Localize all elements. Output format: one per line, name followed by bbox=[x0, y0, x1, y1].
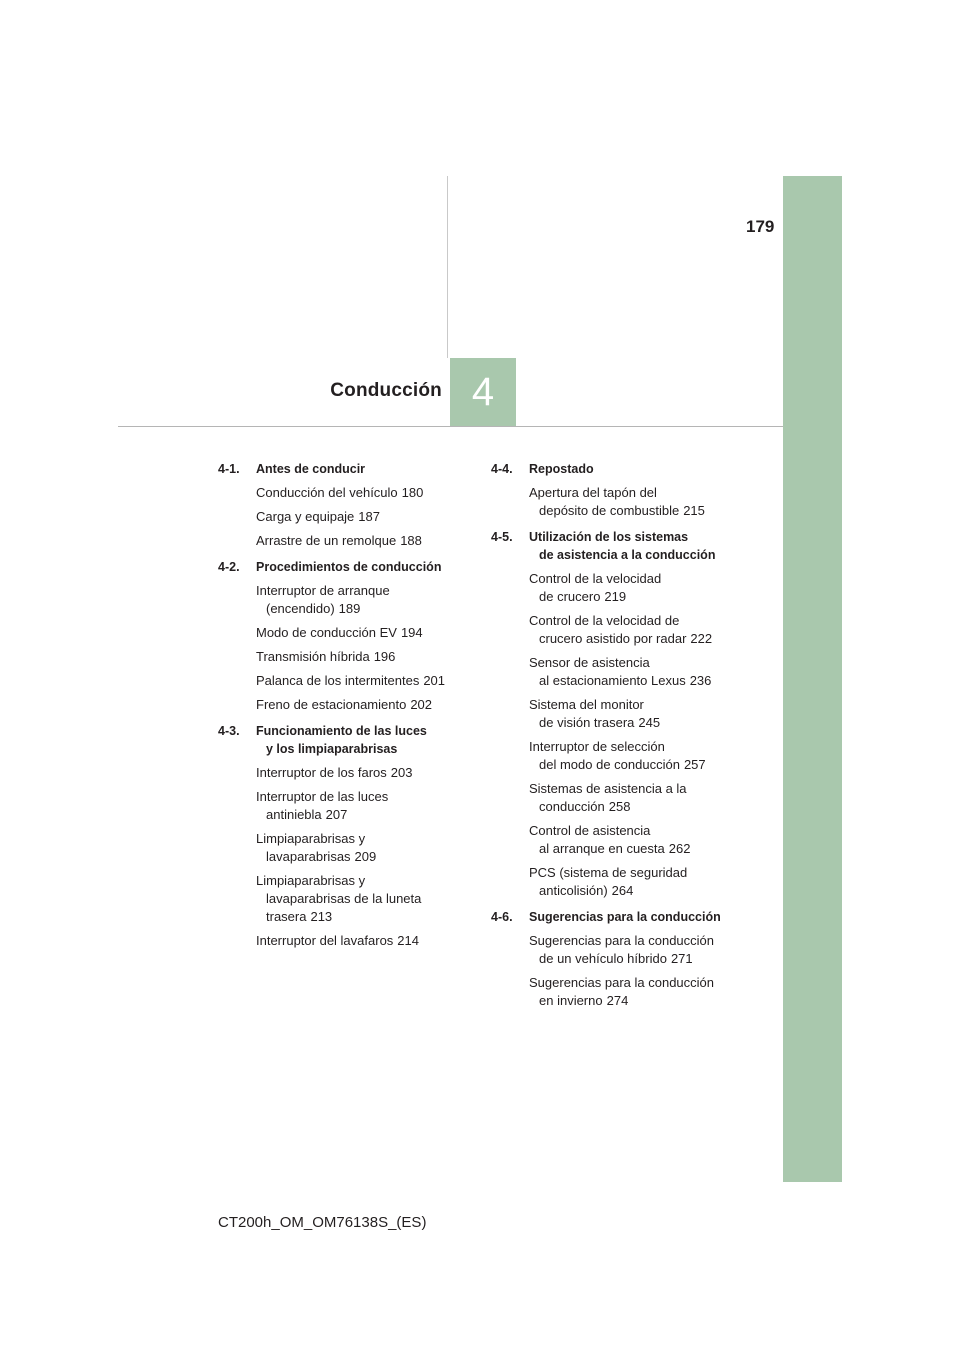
toc-entry[interactable] bbox=[256, 696, 468, 714]
entry-text: Apertura del tapón del bbox=[529, 485, 657, 500]
toc-entry[interactable] bbox=[529, 974, 741, 1010]
section-number: 4-4. bbox=[491, 462, 513, 476]
toc-entry[interactable] bbox=[256, 484, 468, 502]
toc-entry[interactable] bbox=[256, 582, 468, 618]
toc-entry-line bbox=[529, 882, 741, 900]
toc-entry-line bbox=[256, 764, 468, 782]
entry-text: Control de la velocidad de bbox=[529, 613, 680, 628]
section-heading bbox=[218, 558, 468, 576]
entry-text: lavaparabrisas bbox=[266, 849, 351, 864]
entry-page-number: 194 bbox=[400, 625, 423, 640]
toc-entry[interactable] bbox=[529, 738, 741, 774]
entry-text: Carga y equipaje bbox=[256, 509, 355, 524]
entry-text: Arrastre de un remolque bbox=[256, 533, 397, 548]
section-title-line: Funcionamiento de las luces bbox=[256, 724, 427, 738]
toc-entry-line bbox=[529, 756, 741, 774]
section-title-line: Procedimientos de conducción bbox=[256, 560, 442, 574]
entry-text: PCS (sistema de seguridad bbox=[529, 865, 688, 880]
toc-entry-line bbox=[256, 932, 468, 950]
entry-page-number: 215 bbox=[683, 503, 705, 518]
chapter-number: 4 bbox=[471, 369, 495, 414]
entry-page-number: 202 bbox=[410, 697, 433, 712]
entry-text: Sistemas de asistencia a la bbox=[529, 781, 687, 796]
entry-page-number: 196 bbox=[373, 649, 396, 664]
entry-page-number: 207 bbox=[325, 807, 348, 822]
entry-text: al estacionamiento Lexus bbox=[539, 673, 686, 688]
entry-page-number: 257 bbox=[683, 757, 706, 772]
entry-page-number: 188 bbox=[400, 533, 422, 548]
toc-entry[interactable] bbox=[529, 780, 741, 816]
toc-entry-line bbox=[256, 648, 468, 666]
toc-section bbox=[491, 908, 741, 1010]
entry-text: depósito de combustible bbox=[539, 503, 680, 518]
entry-page-number: 222 bbox=[690, 631, 713, 646]
entry-text: antiniebla bbox=[266, 807, 322, 822]
entry-page-number: 187 bbox=[358, 509, 380, 524]
toc-entry-line bbox=[256, 908, 468, 926]
toc-entry-line bbox=[529, 840, 741, 858]
entry-page-number: 258 bbox=[608, 799, 631, 814]
entry-page-number: 214 bbox=[397, 933, 419, 948]
toc-entry-line bbox=[529, 630, 741, 648]
toc-entry-line bbox=[529, 588, 741, 606]
toc-entry[interactable] bbox=[529, 696, 741, 732]
entry-text: crucero asistido por radar bbox=[539, 631, 687, 646]
entry-text: Modo de conducción EV bbox=[256, 625, 397, 640]
entry-page-number: 219 bbox=[604, 589, 627, 604]
toc-entry-line bbox=[529, 798, 741, 816]
section-heading bbox=[218, 460, 468, 478]
entry-text: Sensor de asistencia bbox=[529, 655, 650, 670]
entry-page-number: 245 bbox=[638, 715, 661, 730]
chapter-side-tab bbox=[783, 176, 842, 1182]
entry-text: en invierno bbox=[539, 993, 603, 1008]
toc-entry-line bbox=[256, 672, 468, 690]
entry-text: conducción bbox=[539, 799, 605, 814]
toc-entry-line bbox=[529, 672, 741, 690]
entry-text: anticolisión) bbox=[539, 883, 608, 898]
entry-text: (encendido) bbox=[266, 601, 335, 616]
entry-text: Sistema del monitor bbox=[529, 697, 644, 712]
toc-entry[interactable] bbox=[529, 654, 741, 690]
section-number: 4-3. bbox=[218, 724, 240, 738]
section-number: 4-1. bbox=[218, 462, 240, 476]
toc-section bbox=[218, 558, 468, 714]
entry-text: de un vehículo híbrido bbox=[539, 951, 667, 966]
toc-entry-line bbox=[256, 806, 468, 824]
entry-text: Conducción del vehículo bbox=[256, 485, 398, 500]
entry-text: de visión trasera bbox=[539, 715, 635, 730]
toc-entry[interactable] bbox=[256, 532, 468, 550]
toc-entry-line bbox=[256, 484, 468, 502]
toc-entry-line bbox=[256, 848, 468, 866]
toc-column-right bbox=[491, 460, 741, 1018]
section-heading bbox=[491, 460, 741, 478]
section-title-line: y los limpiaparabrisas bbox=[266, 742, 398, 756]
entry-page-number: 213 bbox=[310, 909, 333, 924]
entry-text: Sugerencias para la conducción bbox=[529, 975, 715, 990]
entry-page-number: 209 bbox=[354, 849, 377, 864]
section-title-line: Utilización de los sistemas bbox=[529, 530, 689, 544]
section-heading bbox=[491, 528, 741, 564]
toc-entry[interactable] bbox=[256, 672, 468, 690]
toc-entry[interactable] bbox=[529, 612, 741, 648]
entry-text: Palanca de los intermitentes bbox=[256, 673, 420, 688]
toc-entry[interactable] bbox=[256, 508, 468, 526]
toc-column-left bbox=[218, 460, 468, 958]
entry-text: de crucero bbox=[539, 589, 601, 604]
toc-entry-line bbox=[256, 532, 468, 550]
toc-entry[interactable] bbox=[529, 932, 741, 968]
toc-section bbox=[491, 528, 741, 900]
entry-page-number: 189 bbox=[338, 601, 361, 616]
entry-page-number: 264 bbox=[611, 883, 634, 898]
entry-text: al arranque en cuesta bbox=[539, 841, 665, 856]
document-code-footer: CT200h_OM_OM76138S_(ES) bbox=[218, 1214, 427, 1231]
toc-entry[interactable] bbox=[256, 788, 468, 824]
page-number: 179 bbox=[746, 217, 775, 236]
entry-text: Interruptor del lavafaros bbox=[256, 933, 394, 948]
chapter-number-box bbox=[450, 358, 516, 426]
section-heading bbox=[491, 908, 741, 926]
entry-page-number: 236 bbox=[689, 673, 712, 688]
section-title-line: Sugerencias para la conducción bbox=[529, 910, 721, 924]
entry-text: Transmisión híbrida bbox=[256, 649, 370, 664]
entry-text: Interruptor de los faros bbox=[256, 765, 387, 780]
header-horizontal-rule bbox=[118, 426, 783, 427]
toc-entry-line bbox=[529, 992, 741, 1010]
toc-entry-line bbox=[529, 714, 741, 732]
toc-entry-line bbox=[256, 696, 468, 714]
toc-section bbox=[218, 722, 468, 950]
toc-entry[interactable] bbox=[256, 932, 468, 950]
toc-entry[interactable] bbox=[529, 484, 741, 520]
chapter-title: Conducción bbox=[330, 380, 442, 401]
entry-page-number: 262 bbox=[668, 841, 691, 856]
entry-page-number: 274 bbox=[606, 993, 629, 1008]
toc-entry-line bbox=[256, 624, 468, 642]
toc-entry[interactable] bbox=[529, 822, 741, 858]
toc-entry-line bbox=[529, 950, 741, 968]
toc-entry-line bbox=[529, 502, 741, 520]
toc-section bbox=[491, 460, 741, 520]
entry-page-number: 271 bbox=[670, 951, 693, 966]
toc-entry[interactable] bbox=[529, 570, 741, 606]
entry-text: Freno de estacionamiento bbox=[256, 697, 407, 712]
toc-entry[interactable] bbox=[529, 864, 741, 900]
entry-text: Control de asistencia bbox=[529, 823, 651, 838]
header-vertical-rule bbox=[447, 176, 448, 358]
toc-entry[interactable] bbox=[256, 624, 468, 642]
section-number: 4-6. bbox=[491, 910, 513, 924]
section-number: 4-2. bbox=[218, 560, 240, 574]
toc-entry[interactable] bbox=[256, 830, 468, 866]
entry-text: Control de la velocidad bbox=[529, 571, 662, 586]
section-title-line: de asistencia a la conducción bbox=[539, 548, 716, 562]
toc-entry-line bbox=[256, 508, 468, 526]
entry-text: Interruptor de arranque bbox=[256, 583, 390, 598]
entry-text: del modo de conducción bbox=[539, 757, 680, 772]
entry-text: trasera bbox=[266, 909, 307, 924]
entry-page-number: 201 bbox=[423, 673, 446, 688]
toc-entry[interactable] bbox=[256, 764, 468, 782]
toc-section bbox=[218, 460, 468, 550]
section-number: 4-5. bbox=[491, 530, 513, 544]
section-title-line: Repostado bbox=[529, 462, 594, 476]
toc-entry-line bbox=[256, 600, 468, 618]
entry-text: Interruptor de las luces bbox=[256, 789, 389, 804]
entry-text: Interruptor de selección bbox=[529, 739, 665, 754]
toc-entry[interactable] bbox=[256, 872, 468, 926]
toc-entry[interactable] bbox=[256, 648, 468, 666]
entry-text: lavaparabrisas de la luneta bbox=[266, 891, 422, 906]
entry-text: Limpiaparabrisas y bbox=[256, 873, 366, 888]
entry-page-number: 180 bbox=[401, 485, 424, 500]
section-heading bbox=[218, 722, 468, 758]
entry-page-number: 203 bbox=[390, 765, 413, 780]
entry-text: Limpiaparabrisas y bbox=[256, 831, 366, 846]
section-title-line: Antes de conducir bbox=[256, 462, 366, 476]
entry-text: Sugerencias para la conducción bbox=[529, 933, 715, 948]
